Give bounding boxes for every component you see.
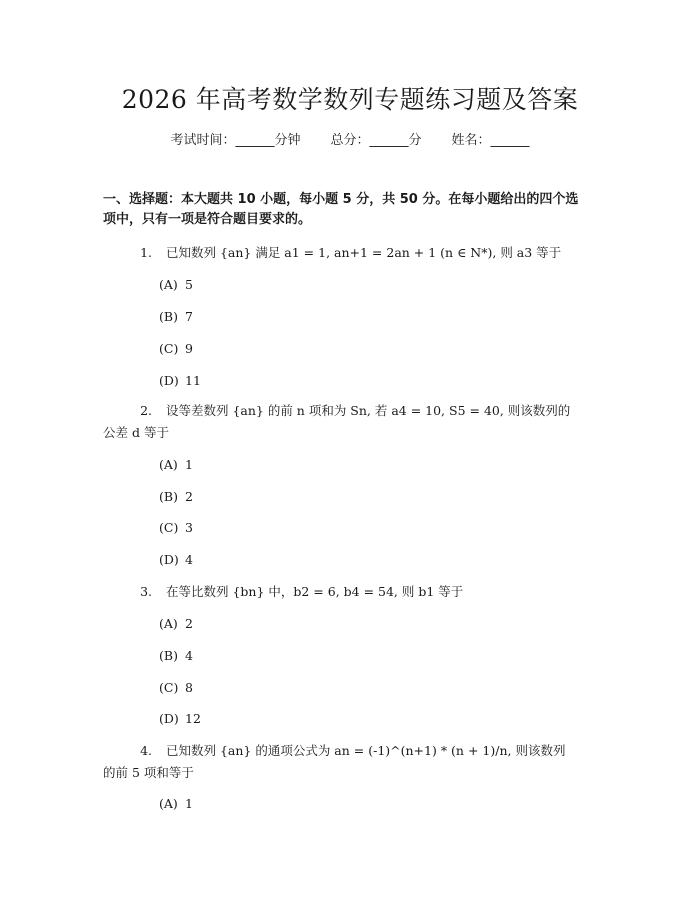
question-number: 2. (140, 403, 152, 418)
option-label: (D) (159, 552, 179, 567)
option-value: 4 (185, 552, 193, 567)
question-4-option-a (159, 794, 193, 814)
question-1-option-d (159, 371, 201, 391)
question-stem-line-1: 设等差数列 {an} 的前 n 项和为 Sn, 若 a4 = 10, S5 = 40, 则该数列的 (165, 403, 571, 418)
question-number: 3. (140, 584, 152, 599)
option-value: 2 (185, 489, 193, 504)
option-label: (C) (159, 520, 179, 535)
question-3-option-a (159, 614, 193, 634)
option-value: 4 (185, 648, 193, 663)
question-2-option-d (159, 550, 193, 570)
option-value: 1 (185, 457, 193, 472)
option-value: 9 (185, 341, 193, 356)
option-label: (D) (159, 373, 179, 388)
section-heading-line-1: 一、选择题：本大题共 10 小题，每小题 5 分，共 50 分。在每小题给出的四个选 (103, 192, 579, 207)
question-1-option-b (159, 307, 193, 327)
question-number: 4. (140, 743, 152, 758)
question-2-option-b (159, 487, 193, 507)
option-label: (A) (159, 616, 178, 631)
option-value: 7 (185, 309, 193, 324)
question-2-option-a (159, 455, 193, 475)
question-3-option-c (159, 678, 193, 698)
option-label: (C) (159, 341, 179, 356)
option-label: (B) (159, 648, 178, 663)
question-2 (103, 400, 600, 444)
question-3-option-d (159, 709, 201, 729)
question-stem: 已知数列 {an} 满足 a1 = 1, an+1 = 2an + 1 (n ∈ N*), 则 a3 等于 (165, 245, 562, 260)
question-2-option-c (159, 518, 193, 538)
document-title: 2026 年高考数学数列专题练习题及答案 (121, 85, 579, 114)
section-heading-line-2: 项中，只有一项是符合题目要求的。 (103, 212, 312, 227)
option-label: (A) (159, 457, 178, 472)
exam-meta (0, 131, 700, 151)
student-name-field: 姓名：______ (451, 133, 530, 148)
option-value: 3 (185, 520, 193, 535)
question-number: 1. (140, 245, 152, 260)
option-value: 2 (185, 616, 193, 631)
option-value: 11 (185, 373, 201, 388)
total-score-field: 总分：______分 (330, 133, 422, 148)
question-stem: 在等比数列 {bn} 中，b2 = 6, b4 = 54, 则 b1 等于 (165, 584, 464, 599)
option-label: (D) (159, 711, 179, 726)
option-label: (A) (159, 277, 178, 292)
section-heading (103, 190, 603, 230)
question-1-option-a (159, 275, 193, 295)
question-1-option-c (159, 339, 193, 359)
option-value: 8 (185, 680, 193, 695)
question-3 (103, 581, 600, 603)
question-4 (103, 740, 600, 784)
question-3-option-b (159, 646, 193, 666)
question-stem-line-1: 已知数列 {an} 的通项公式为 an = (-1)^(n+1) * (n + 1)/n, 则该数列 (165, 743, 566, 758)
question-stem-line-2: 的前 5 项和等于 (103, 765, 194, 780)
option-value: 1 (185, 796, 193, 811)
option-label: (C) (159, 680, 179, 695)
question-stem-line-2: 公差 d 等于 (103, 425, 169, 440)
option-value: 5 (185, 277, 193, 292)
exam-time-field: 考试时间：______分钟 (170, 133, 301, 148)
option-label: (B) (159, 309, 178, 324)
question-1 (103, 242, 600, 264)
option-label: (B) (159, 489, 178, 504)
option-label: (A) (159, 796, 178, 811)
option-value: 12 (185, 711, 201, 726)
